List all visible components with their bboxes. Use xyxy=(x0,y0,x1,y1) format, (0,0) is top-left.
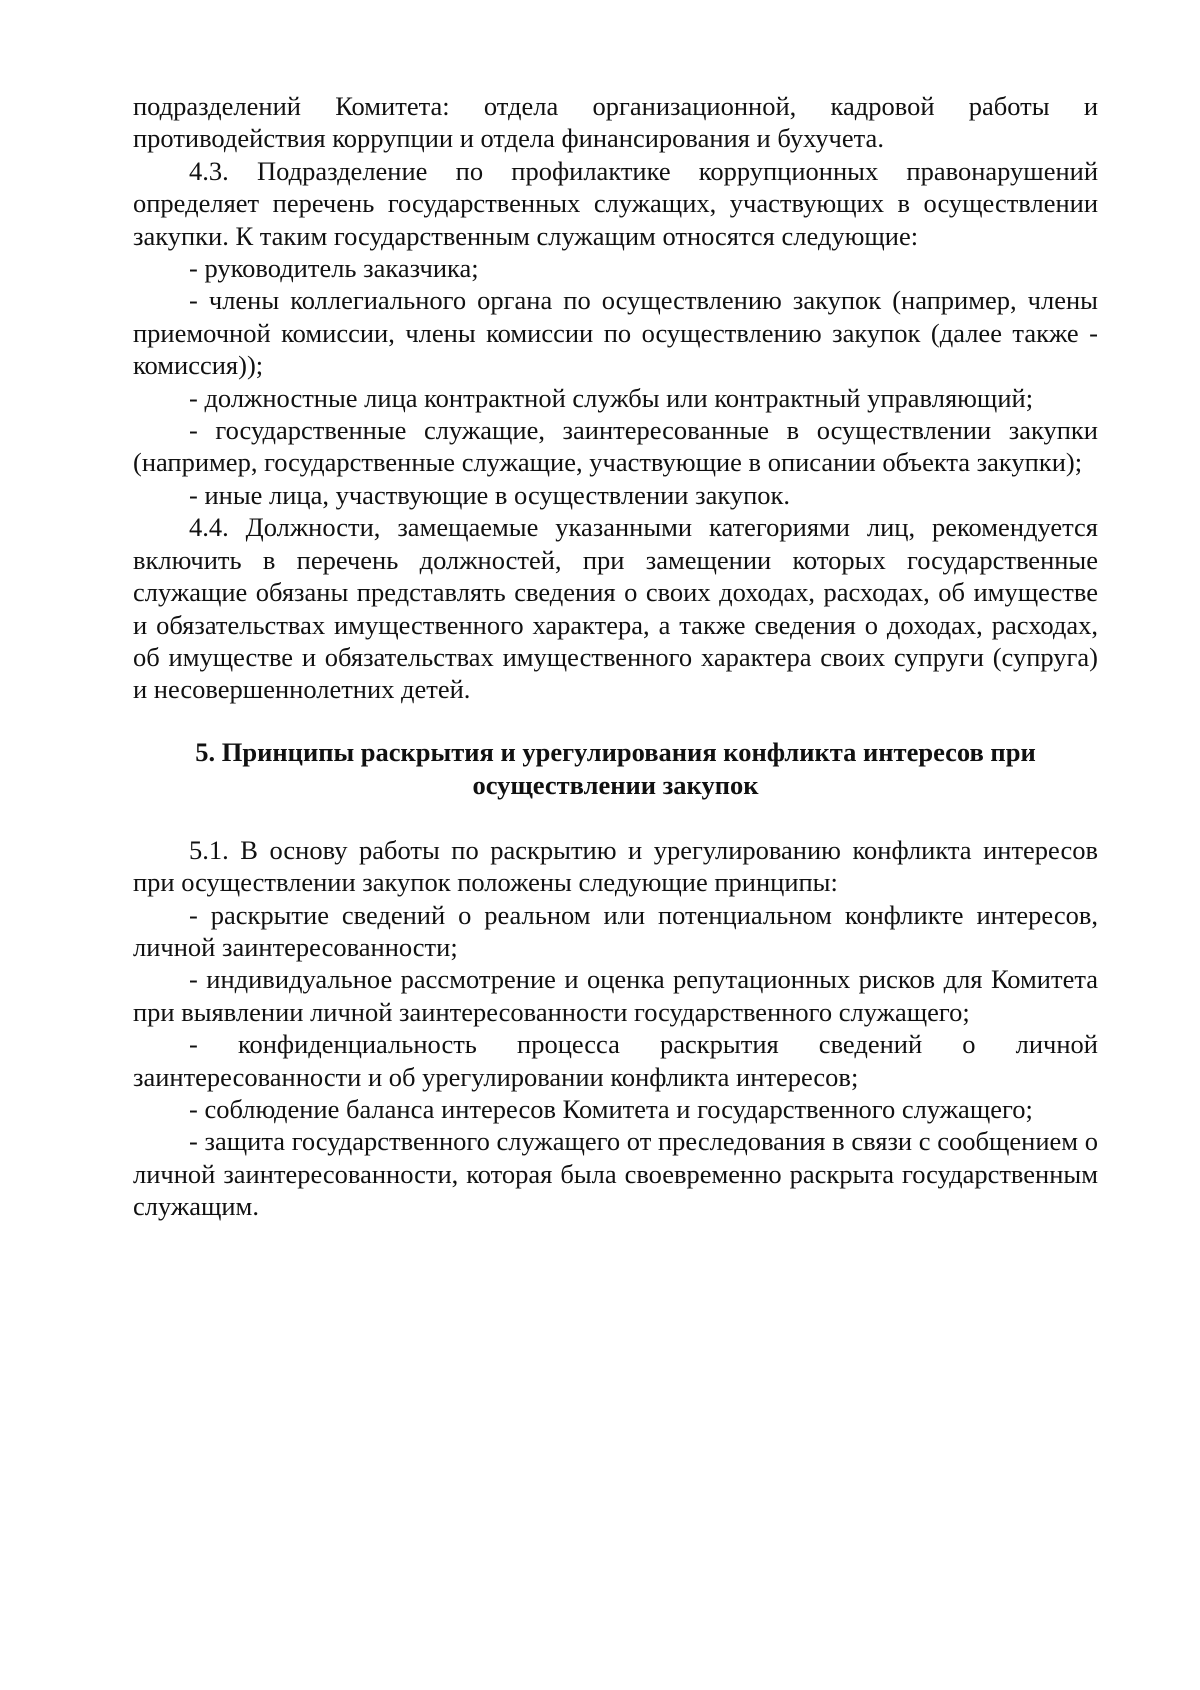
list-item: - государственные служащие, заинтересованные в осуществлении закупки (например, государственные служащие, участвующие в описании объекта закупки); xyxy=(133,415,1098,478)
list-item: - иные лица, участвующие в осуществлении закупок. xyxy=(189,479,791,510)
section-5-heading-line2: осуществлении закупок xyxy=(472,769,759,800)
list-item: - соблюдение баланса интересов Комитета и государственного служащего; xyxy=(189,1093,1033,1124)
document-page xyxy=(133,90,1098,1223)
paragraph-4-4: 4.4. Должности, замещаемые указанными категориями лиц, рекомендуется включить в перечень должностей, при замещении которых государственные служащие обязаны представлять сведения о своих доходах, расходах, об имуществе и обязательствах имущественного характера, а также сведения о доходах, расходах, об имуществе и обязательствах имущественного характера своих супруги (супруга) и несовершеннолетних детей. xyxy=(133,512,1098,705)
list-item: - индивидуальное рассмотрение и оценка репутационных рисков для Комитета при выявлении личной заинтересованности государственного служащего; xyxy=(133,964,1098,1027)
list-item: - должностные лица контрактной службы или контрактный управляющий; xyxy=(189,382,1034,413)
list-item: - защита государственного служащего от преследования в связи с сообщением о личной заинтересованности, которая была своевременно раскрыта государственным служащим. xyxy=(133,1126,1098,1222)
paragraph-5-1: 5.1. В основу работы по раскрытию и урегулированию конфликта интересов при осуществлении закупок положены следующие принципы: xyxy=(133,834,1098,898)
list-item: - члены коллегиального органа по осуществлению закупок (например, члены приемочной комиссии, члены комиссии по осуществлению закупок (далее также - комиссия)); xyxy=(133,285,1098,381)
section-5-heading xyxy=(133,736,1098,802)
list-item: - раскрытие сведений о реальном или потенциальном конфликте интересов, личной заинтересованности; xyxy=(133,899,1098,962)
paragraph-continuation: подразделений Комитета: отдела организационной, кадровой работы и противодействия коррупции и отдела финансирования и бухучета. xyxy=(133,91,1098,154)
section-5-heading-line1: 5. Принципы раскрытия и урегулирования конфликта интересов при xyxy=(195,736,1036,767)
list-item: - руководитель заказчика; xyxy=(189,253,479,284)
list-item: - конфиденциальность процесса раскрытия сведений о личной заинтересованности и об урегулировании конфликта интересов; xyxy=(133,1029,1098,1092)
paragraph-4-3: 4.3. Подразделение по профилактике коррупционных правонарушений определяет перечень государственных служащих, участвующих в осуществлении закупки. К таким государственным служащим относятся следующие: xyxy=(133,155,1098,251)
